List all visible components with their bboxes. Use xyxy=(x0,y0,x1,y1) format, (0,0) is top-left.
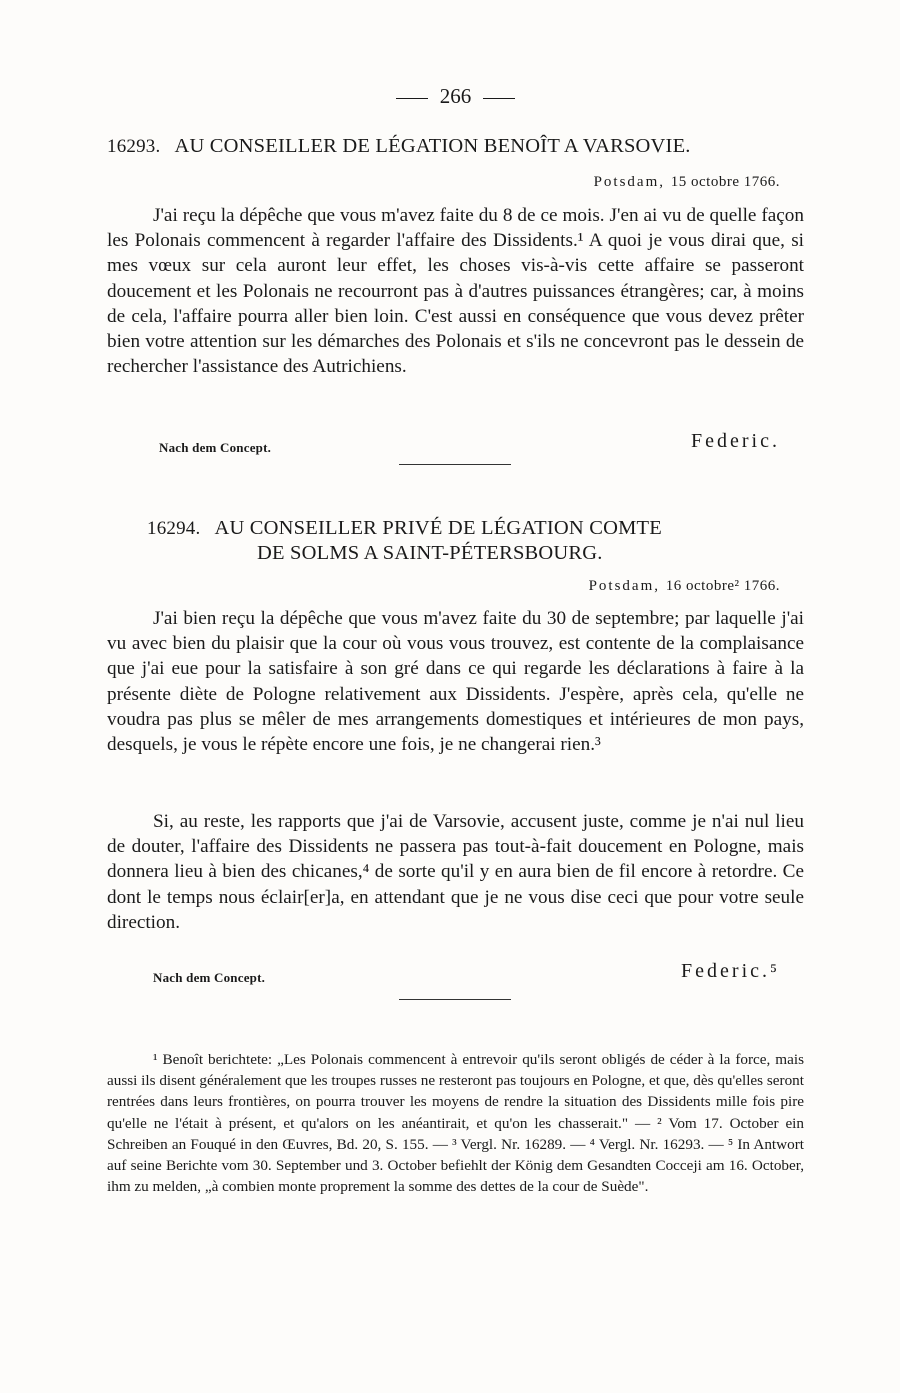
letter-1-paragraph-1: J'ai reçu la dépêche que vous m'avez faite du 8 de ce mois. J'en ai vu de quelle façon les Polonais commencent à regarder l'affaire des Dissidents.¹ A quoi je vous dirai que, si mes vœux sur cela auront leur effet, les choses vis-à-vis cette affaire se passeront doucement et les Polonais ne recourront pas à d'autres puissances étrangères; car, à moins de cela, l'affaire pourra aller bien loin. C'est aussi en conséquence que vous devez prêter bien votre attention sur les démarches des Polonais et s'ils ne concevront pas le dessein de rechercher l'assistance des Autrichiens. xyxy=(107,205,804,378)
letter-2-number: 16294. xyxy=(147,518,201,539)
letter-2-signature: Federic.⁵ xyxy=(681,960,780,982)
letter-1-number: 16293. xyxy=(107,136,161,157)
letter-2-heading-cont xyxy=(257,541,603,566)
letter-2-paragraph-2: Si, au reste, les rapports que j'ai de Varsovie, accusent juste, comme je n'ai nul lieu de douter, l'affaire des Dissidents ne passera pas tout-à-fait doucement en Pologne, mais donnera lieu à bien des chicanes,⁴ de sorte qu'il y en aura bien de fil encore à retordre. Ce dont le temps nous éclair[er]a, en attendant que je ne vous dise ceci que pour votre seule direction. xyxy=(107,811,804,933)
letter-1-date: 15 octobre 1766. xyxy=(670,174,780,190)
page-number: 266 xyxy=(107,84,804,108)
section-divider-2 xyxy=(399,999,511,1000)
letter-2-heading-line-1: AU CONSEILLER PRIVÉ DE LÉGATION COMTE xyxy=(214,517,663,539)
letter-1-heading-line-1: AU CONSEILLER DE LÉGATION BENOÎT A VARSOVIE. xyxy=(174,135,691,157)
section-divider-1 xyxy=(399,464,511,465)
letter-2-dateline xyxy=(589,576,780,596)
letter-1-signature: Federic. xyxy=(691,430,780,452)
letter-2-heading xyxy=(147,516,662,541)
letter-1-date-place: Potsdam, xyxy=(593,174,666,190)
letter-1-heading xyxy=(107,134,691,159)
page-number-dash-left xyxy=(396,98,428,99)
letter-2-source: Nach dem Concept. xyxy=(153,970,266,985)
page-number-dash-right xyxy=(483,98,515,99)
letter-1-dateline xyxy=(594,172,780,192)
letter-2-heading-line-2: DE SOLMS A SAINT-PÉTERSBOURG. xyxy=(257,542,603,564)
letter-1-source: Nach dem Concept. xyxy=(159,440,272,455)
letter-2-paragraph-1: J'ai bien reçu la dépêche que vous m'avez faite du 30 de septembre; par laquelle j'ai vu avec bien du plaisir que la cour où vous vous trouvez, est contente de la complaisance que j'ai eue pour la satisfaire à son gré dans ce qui regarde les déclarations à faire à la présente diète de Pologne relativement aux Dissidents. J'espère, après cela, qu'elle ne voudra pas plus se mêler de mes arrangements domestiques et intérieures de mon pays, desquels, je vous le répète encore une fois, je ne changerai rien.³ xyxy=(107,608,804,756)
letter-2-date: 16 octobre² 1766. xyxy=(665,578,780,594)
letter-2-date-place: Potsdam, xyxy=(588,578,661,594)
footnotes: ¹ Benoît berichtete: „Les Polonais commencent à entrevoir qu'ils seront obligés de céder à la force, mais aussi ils disent généralement que les troupes russes ne resteront pas toujours en Pologne, et que, dès qu'elles seront rentrées dans leurs frontières, on pourra trouver les moyens de rendre la situation des Dissidents mille fois pire qu'elle ne l'était à présent, et qu'alors on les anéantirait, et qu'on les chasserait." — ² Vom 17. October ein Schreiben an Fouqué in den Œuvres, Bd. 20, S. 155. — ³ Vergl. Nr. 16289. — ⁴ Vergl. Nr. 16293. — ⁵ In Antwort auf seine Berichte vom 30. September und 3. October befiehlt der König dem Gesandten Cocceji am 16. October, ihm zu melden, „à combien monte proprement la somme des dettes de la cour de Suède". xyxy=(107,1051,804,1196)
